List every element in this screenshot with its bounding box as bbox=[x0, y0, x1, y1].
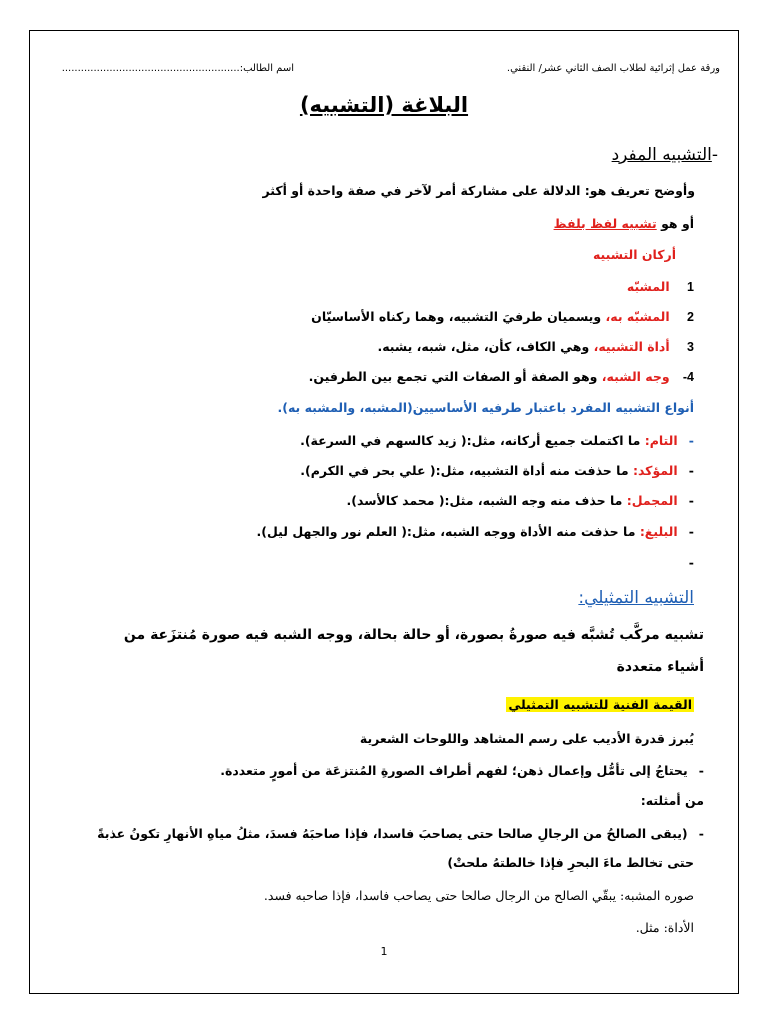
type-item: - البليغ: ما حذفت منه الأداة ووجه الشبه، مثل:( العلم نور والجهل ليل). bbox=[256, 524, 694, 539]
empty-bullet: - bbox=[688, 555, 694, 570]
pillar-item: 4- وجه الشبه، وهو الصفة أو الصفات التي تجمع بين الطرفين. bbox=[308, 369, 694, 384]
artistic-value-item: - يحتاجُ إلى تأمُّل وإعمال ذهن؛ لفهم أطراف الصورةِ المُنتزعَة من أمورٍ متعددة. bbox=[220, 763, 704, 778]
page-title: البلاغة (التشبيه) bbox=[299, 93, 469, 117]
pillar-item: 1 المشبّه bbox=[626, 279, 694, 294]
page-frame bbox=[29, 30, 739, 994]
student-name-field: اسم الطالب:........................................................ bbox=[61, 63, 294, 74]
artistic-value-title: القيمة الفنية للتشبيه التمثيلي bbox=[508, 697, 692, 712]
section-heading-compound-simile: التشبيه التمثيلي: bbox=[578, 588, 694, 608]
compound-definition-line: تشبيه مركَّب تُشبَّه فيه صورةُ بصورة، أو حالة بحالة، ووجه الشبه فيه صورة مُنتزَعة من bbox=[123, 627, 704, 643]
definition-line: وأوضح تعريف هو: الدلالة على مشاركة أمر لآخر في صفة واحدة أو أكثر bbox=[262, 183, 695, 198]
pillars-title: أركان التشبيه bbox=[592, 247, 676, 262]
example-text: - (يبقى الصالحُ من الرجالِ صالحا حتى يصاحبَ فاسدا، فإذا صاحبَهُ فسدَ، مثلُ مياهِ الأنهارِ تكونُ عذبةً bbox=[97, 826, 704, 841]
section-heading-single-simile: -التشبيه المفرد bbox=[611, 145, 718, 165]
example-text: حتى تخالط ماءَ البحرِ فإذا خالطتهُ ملحتْ) bbox=[447, 855, 694, 870]
page-number: 1 bbox=[380, 945, 388, 958]
definition-alt-line: أو هو تشبيه لفظ بلفظ bbox=[553, 216, 694, 231]
example-analysis: الأداة: مثل. bbox=[635, 920, 694, 935]
examples-title: من أمثلته: bbox=[640, 793, 704, 808]
types-title: أنواع التشبيه المفرد باعتبار طرفيه الأساسيين(المشبه، والمشبه به). bbox=[277, 400, 694, 415]
type-item: - المؤكد: ما حذفت منه أداة التشبيه، مثل:( علي بحر في الكرم). bbox=[300, 463, 694, 478]
type-item: - التام: ما اكتملت جميع أركانه، مثل:( زيد كالسهم في السرعة). bbox=[300, 433, 694, 448]
worksheet-header: ورقة عمل إثرائية لطلاب الصف الثاني عشر/ النقني. bbox=[506, 63, 720, 74]
type-item: - المجمل: ما حذف منه وجه الشبه، مثل:( محمد كالأسد). bbox=[346, 493, 694, 508]
artistic-value-item: يُبرز قدرة الأديب على رسم المشاهد واللوحات الشعرية bbox=[359, 731, 694, 746]
example-analysis: صوره المشبه: يبقّي الصالح من الرجال صالحا حتى يصاحب فاسدا، فإذا صاحبه فسد. bbox=[263, 888, 694, 903]
pillar-item: 3 أداة التشبيه، وهي الكاف، كأن، مثل، شبه، يشبه. bbox=[377, 339, 694, 354]
compound-definition-line: أشياء متعددة bbox=[616, 659, 704, 675]
pillar-item: 2 المشبّه به، ويسميان طرفيَ التشبيه، وهما ركناه الأساسيّان bbox=[311, 309, 694, 324]
